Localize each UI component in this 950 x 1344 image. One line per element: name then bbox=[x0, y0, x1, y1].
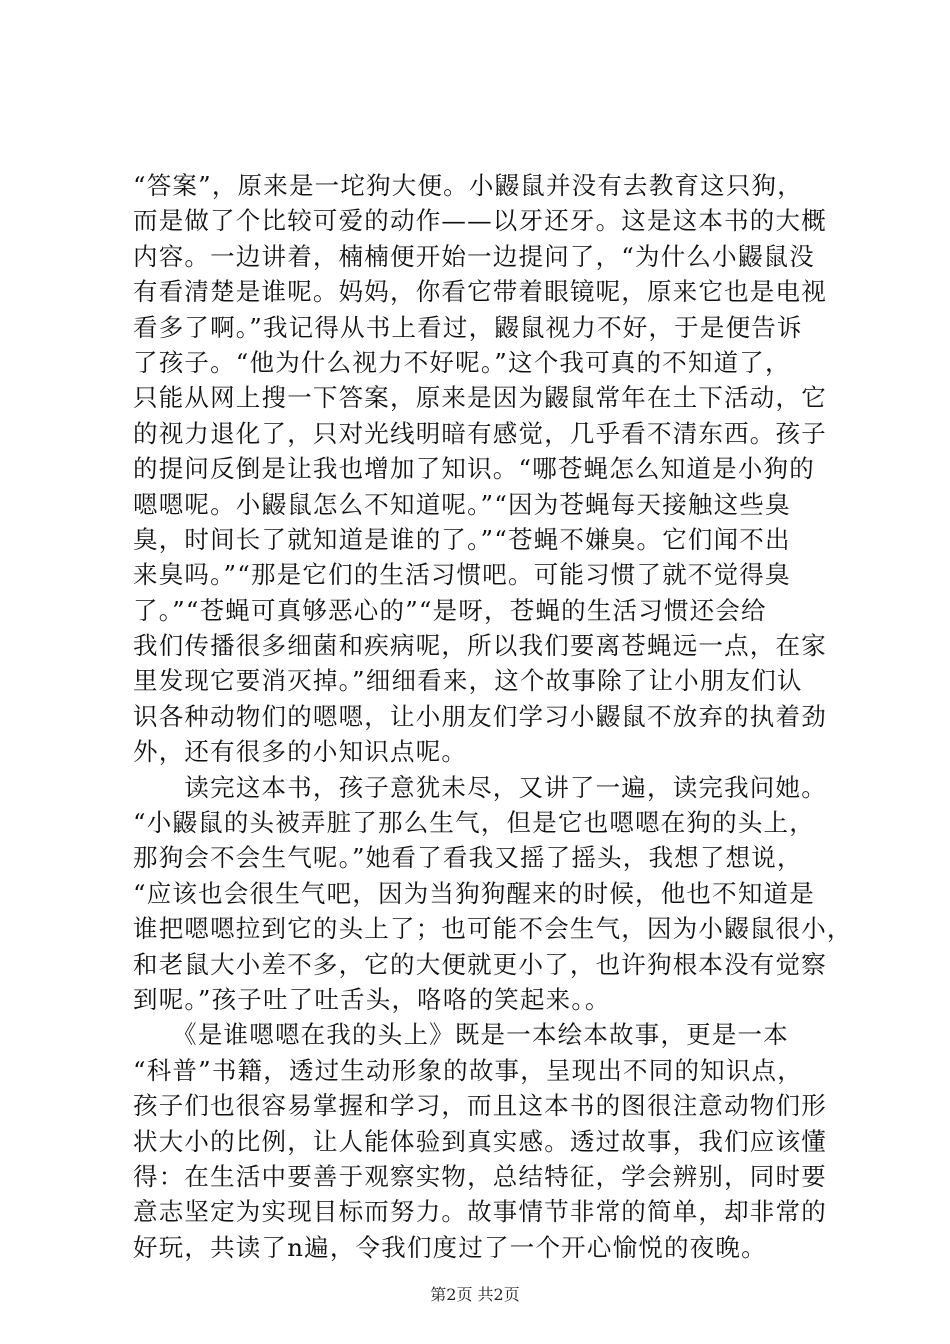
text-line: 孩子们也很容易掌握和学习，而且这本书的图很注意动物们形 bbox=[133, 1091, 827, 1121]
text-line: 好玩，共读了n遍，令我们度过了一个开心愉悦的夜晚。 bbox=[133, 1232, 767, 1262]
text-line: 的提问反倒是让我也增加了知识。“哪苍蝇怎么知道是小狗的 bbox=[133, 454, 815, 484]
text-line: 得：在生活中要善于观察实物，总结特征，学会辨别，同时要 bbox=[133, 1161, 827, 1191]
text-line: 和老鼠大小差不多，它的大便就更小了，也许狗根本没有觉察 bbox=[133, 949, 827, 979]
body-text bbox=[133, 168, 853, 1265]
text-line: 里发现它要消灭掉。”细细看来，这个故事除了让小朋友们认 bbox=[133, 666, 803, 696]
text-line: 谁把嗯嗯拉到它的头上了；也可能不会生气，因为小鼹鼠很小， bbox=[133, 914, 853, 944]
text-line: 嗯嗯呢。小鼹鼠怎么不知道呢。”“因为苍蝇每天接触这些臭 bbox=[133, 489, 791, 519]
text-line: 了孩子。“他为什么视力不好呢。”这个我可真的不知道了， bbox=[133, 347, 791, 377]
text-line: 识各种动物们的嗯嗯，让小朋友们学习小鼹鼠不放弃的执着劲 bbox=[133, 701, 827, 731]
text-line: “应该也会很生气吧，因为当狗狗醒来的时候，他也不知道是 bbox=[133, 878, 815, 908]
text-line: 意志坚定为实现目标而努力。故事情节非常的简单，却非常的 bbox=[133, 1197, 827, 1227]
text-line: 只能从网上搜一下答案，原来是因为鼹鼠常年在土下活动，它 bbox=[133, 383, 827, 413]
text-line: 臭，时间长了就知道是谁的了。”“苍蝇不嫌臭。它们闻不出 bbox=[133, 524, 791, 554]
text-line: 了。”“苍蝇可真够恶心的”“是呀，苍蝇的生活习惯还会给 bbox=[133, 595, 767, 625]
text-line: 读完这本书，孩子意犹未尽，又讲了一遍，读完我问她。 bbox=[133, 772, 827, 802]
text-line: “小鼹鼠的头被弄脏了那么生气，但是它也嗯嗯在狗的头上， bbox=[133, 808, 815, 838]
page-footer: 第2页 共2页 bbox=[430, 1285, 520, 1304]
text-line: 那狗会不会生气呢。”她看了看我又摇了摇头，我想了想说， bbox=[133, 843, 803, 873]
text-line: 《是谁嗯嗯在我的头上》既是一本绘本故事，更是一本 bbox=[133, 1020, 789, 1050]
text-line: “答案”，原来是一坨狗大便。小鼹鼠并没有去教育这只狗， bbox=[133, 171, 803, 200]
text-line: “科普”书籍，透过生动形象的故事，呈现出不同的知识点， bbox=[133, 1055, 803, 1085]
text-line: 我们传播很多细菌和疾病呢，所以我们要离苍蝇远一点，在家 bbox=[133, 631, 827, 661]
text-line: 而是做了个比较可爱的动作——以牙还牙。这是这本书的大概 bbox=[133, 206, 827, 236]
text-line: 状大小的比例，让人能体验到真实感。透过故事，我们应该懂 bbox=[133, 1126, 827, 1156]
text-line: 来臭吗。”“那是它们的生活习惯吧。可能习惯了就不觉得臭 bbox=[133, 560, 791, 590]
text-line: 看多了啊。”我记得从书上看过，鼹鼠视力不好，于是便告诉 bbox=[133, 312, 803, 342]
text-line: 有看清楚是谁呢。妈妈，你看它带着眼镜呢，原来它也是电视 bbox=[133, 277, 827, 307]
text-line: 外，还有很多的小知识点呢。 bbox=[133, 737, 468, 767]
text-line: 的视力退化了，只对光线明暗有感觉，几乎看不清东西。孩子 bbox=[133, 418, 827, 448]
text-line: 到呢。”孩子吐了吐舌头，咯咯的笑起来。。 bbox=[133, 984, 611, 1014]
text-line: 内容。一边讲着，楠楠便开始一边提问了，“为什么小鼹鼠没 bbox=[133, 241, 815, 271]
